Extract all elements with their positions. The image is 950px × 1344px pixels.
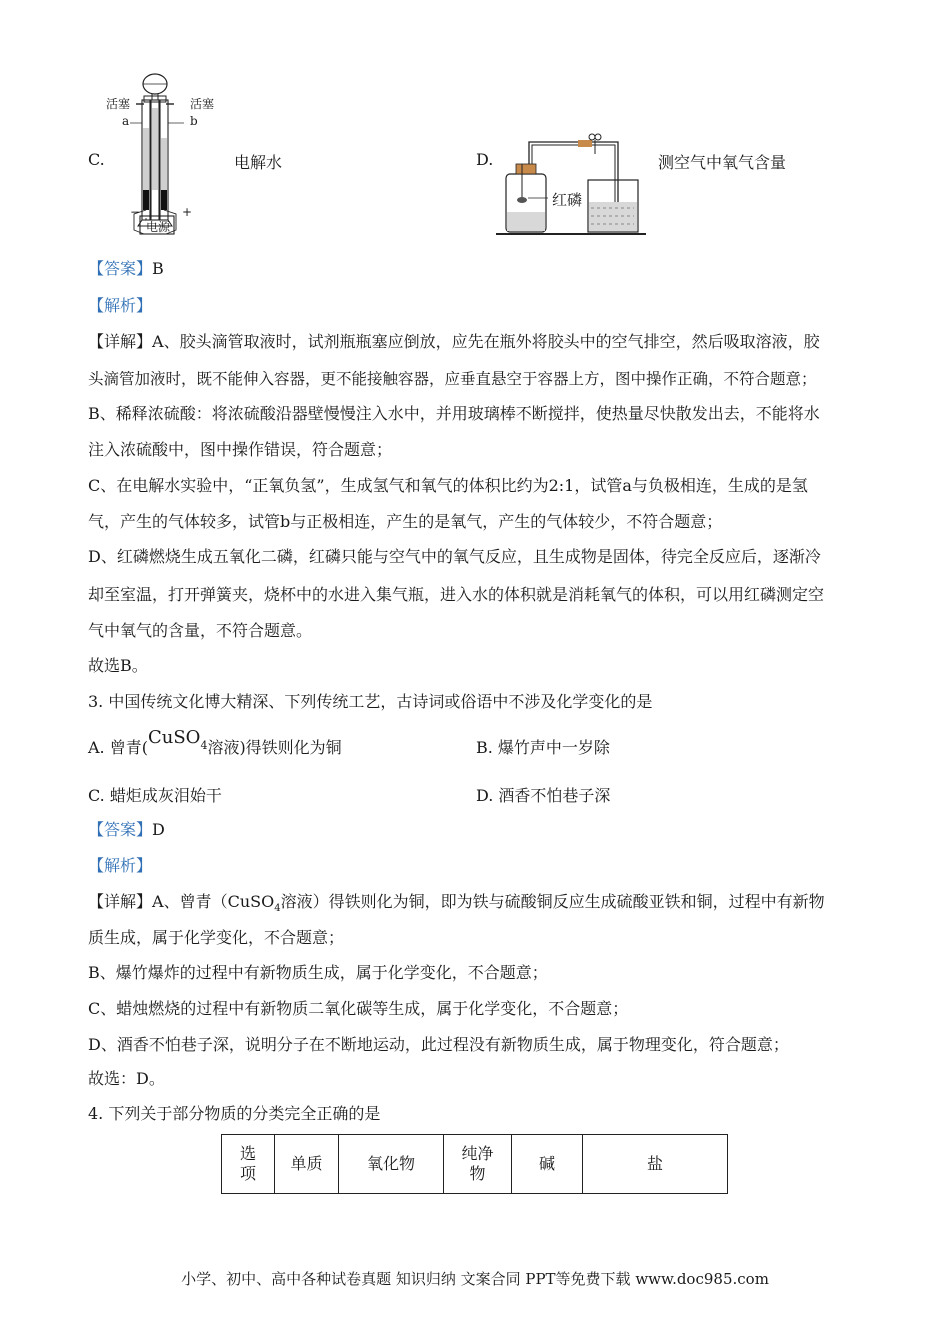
page-footer: 小学、初中、高中各种试卷真题 知识归纳 文案合同 PPT等免费下载 www.doc985.com — [181, 1270, 769, 1288]
q2-answer — [88, 258, 164, 280]
answer-tag: 【答案】 — [88, 820, 153, 839]
option-d-title: 测空气中氧气含量 — [658, 153, 787, 172]
stopcock-left-label: 活塞 — [106, 97, 131, 111]
q3-analysis-tag: 【解析】 — [88, 856, 153, 875]
q2-detail-line-3: B、稀释浓硫酸：将浓硫酸沿器壁慢慢注入水中，并用玻璃棒不断搅拌，使热量尽快散发出去，不能将水 — [88, 404, 820, 423]
q3-detail-line-2: 质生成，属于化学变化，不合题意； — [88, 928, 345, 947]
q2-detail-line-4: 注入浓硫酸中，图中操作错误，符合题意； — [88, 440, 393, 459]
q2-analysis-tag: 【解析】 — [88, 296, 153, 315]
q3-stem: 3. 中国传统文化博大精深、下列传统工艺，古诗词或俗语中不涉及化学变化的是 — [88, 692, 653, 711]
q3-detail-line-5: D、酒香不怕巷子深，说明分子在不断地运动，此过程没有新物质生成，属于物理变化，符合题意； — [88, 1035, 789, 1054]
q2-detail-line-8: 却至室温，打开弹簧夹，烧杯中的水进入集气瓶，进入水的体积就是消耗氧气的体积，可以用红磷测定空 — [88, 585, 825, 604]
classification-table — [221, 1134, 728, 1194]
option-c-title: 电解水 — [234, 153, 283, 172]
detail-tag: 【详解】 — [88, 892, 153, 911]
option-d-label: D. — [476, 150, 494, 169]
negative-terminal-label: − — [130, 205, 141, 219]
stopcock-right-label: 活塞 — [190, 97, 215, 111]
detail-tag: 【详解】 — [88, 332, 153, 351]
tube-b-label: b — [190, 114, 198, 128]
positive-terminal-label: + — [182, 205, 193, 219]
answer-value: B — [152, 259, 164, 278]
q2-detail-line-5: C、在电解水实验中，“正氧负氢”，生成氢气和氧气的体积比约为2:1，试管a与负极相连，生成的是氢 — [88, 476, 808, 495]
q3-option-a: A. 曾青(CuSO$^4$溶液)得铁则化为铜 — [88, 727, 342, 757]
header-element: 单质 — [275, 1135, 339, 1194]
header-option: 选 项 — [222, 1135, 275, 1194]
q3-option-c: C. 蜡炬成灰泪始干 — [88, 786, 222, 805]
q3-detail-line-1: 【详解】A、曾青（CuSO$_4$溶液）得铁则化为铜，即为铁与硫酸铜反应生成硫酸亚铁和铜，过程中有新物 — [88, 892, 825, 915]
q3-detail-line-4: C、蜡烛燃烧的过程中有新物质二氧化碳等生成，属于化学变化，不合题意； — [88, 999, 629, 1018]
header-pure-substance: 纯净 物 — [444, 1135, 512, 1194]
option-c-label: C. — [88, 150, 105, 169]
answer-value: D — [152, 820, 165, 839]
q3-detail-line-3: B、爆竹爆炸的过程中有新物质生成，属于化学变化，不合题意； — [88, 963, 548, 982]
table-header-row — [222, 1135, 728, 1194]
header-base: 碱 — [512, 1135, 583, 1194]
q4-stem: 4. 下列关于部分物质的分类完全正确的是 — [88, 1104, 381, 1123]
red-phosphorus-label: 红磷 — [552, 191, 583, 209]
answer-tag: 【答案】 — [88, 259, 153, 278]
q3-option-b: B. 爆竹声中一岁除 — [476, 738, 610, 757]
header-salt: 盐 — [583, 1135, 728, 1194]
electrolysis-diagram — [100, 68, 230, 238]
q2-detail-line-9: 气中氧气的含量，不符合题意。 — [88, 621, 313, 640]
q3-answer — [88, 819, 165, 841]
power-source-label: 电源 — [146, 220, 171, 234]
q2-detail-line-6: 气，产生的气体较多，试管b与正极相连，产生的是氧气，产生的气体较少，不符合题意； — [88, 512, 723, 531]
header-oxide: 氧化物 — [339, 1135, 444, 1194]
q2-conclusion: 故选B。 — [88, 656, 148, 675]
q3-conclusion: 故选：D。 — [88, 1069, 165, 1088]
q2-detail-line-1: 【详解】A、胶头滴管取液时，试剂瓶瓶塞应倒放，应先在瓶外将胶头中的空气排空，然后吸取溶液，胶 — [88, 332, 820, 351]
tube-a-label: a — [122, 114, 130, 128]
q2-detail-line-7: D、红磷燃烧生成五氧化二磷，红磷只能与空气中的氧气反应，且生成物是固体，待完全反应后，逐渐冷 — [88, 547, 821, 566]
q2-detail-line-2: 头滴管加液时，既不能伸入容器，更不能接触容器，应垂直悬空于容器上方，图中操作正确，不符合题意； — [88, 370, 817, 388]
oxygen-measurement-diagram — [496, 124, 646, 240]
q3-option-d: D. 酒香不怕巷子深 — [476, 786, 611, 805]
